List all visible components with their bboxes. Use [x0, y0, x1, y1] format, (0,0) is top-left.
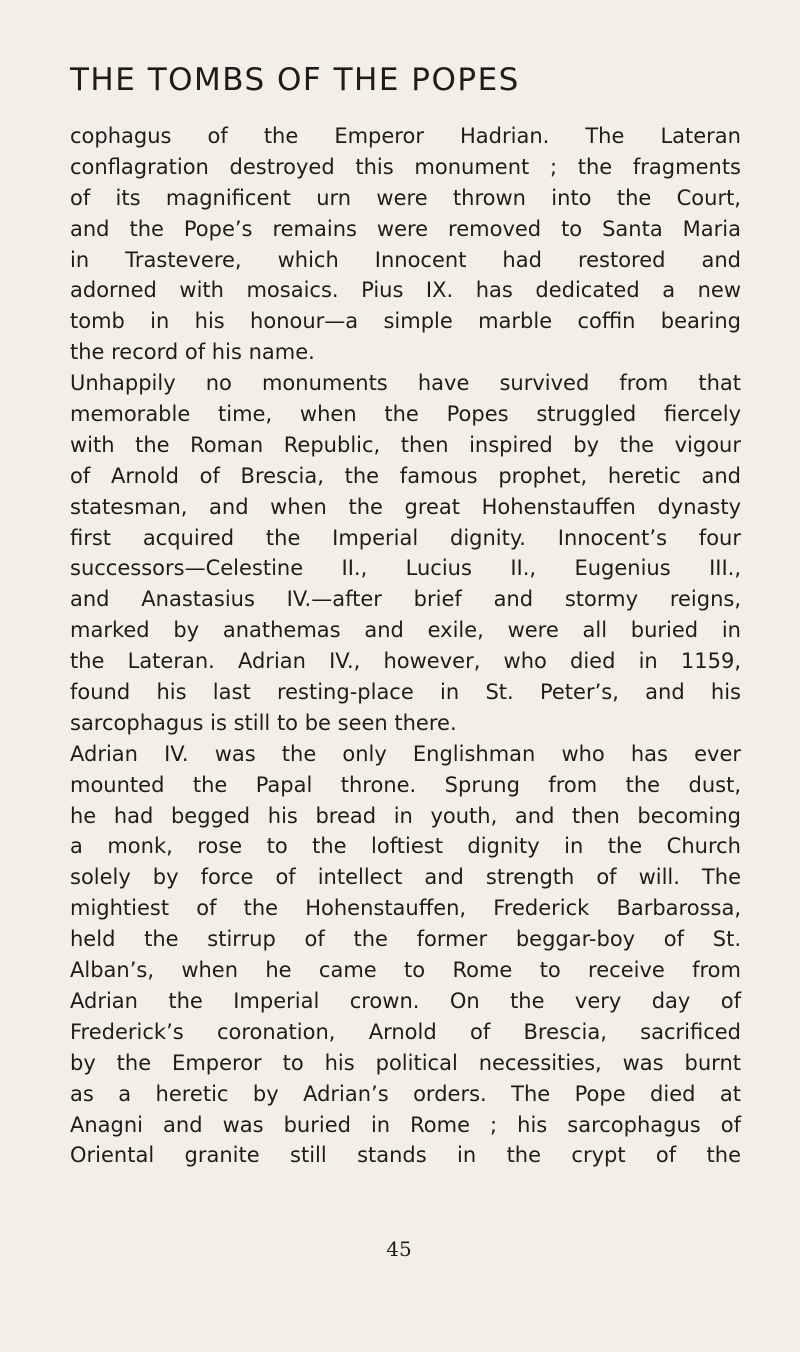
text-line: statesman, and when the great Hohenstauffen dynasty [70, 494, 741, 519]
text-line: Adrian IV. was the only Englishman who has ever [70, 741, 741, 766]
text-line: by the Emperor to his political necessities, was burnt [70, 1050, 741, 1075]
text-line: with the Roman Republic, then inspired by the vigour [70, 432, 741, 457]
text-line: a monk, rose to the loftiest dignity in the Church [70, 834, 741, 859]
text-line: first acquired the Imperial dignity. Innocent’s four [70, 525, 741, 550]
text-line: the record of his name. [70, 340, 315, 365]
text-line: sarcophagus is still to be seen there. [70, 710, 457, 735]
text-line: Alban’s, when he came to Rome to receive from [70, 958, 741, 983]
body-text [70, 121, 741, 1171]
text-line: held the stirrup of the former beggar-boy of St. [70, 927, 741, 952]
text-line: adorned with mosaics. Pius IX. has dedicated a new [70, 278, 741, 303]
page-number [0, 1237, 800, 1261]
text-line: conflagration destroyed this monument ; the fragments [70, 154, 741, 179]
text-line: tomb in his honour—a simple marble coffin bearing [70, 309, 741, 334]
text-line: he had begged his bread in youth, and then becoming [70, 803, 741, 828]
text-line: of its magnificent urn were thrown into the Court, [70, 185, 741, 210]
text-line: solely by force of intellect and strength of will. The [70, 865, 741, 890]
text-line: Adrian the Imperial crown. On the very day of [70, 988, 741, 1013]
text-line: cophagus of the Emperor Hadrian. The Lateran [70, 124, 741, 148]
running-head: THE TOMBS OF THE POPES [70, 62, 520, 98]
text-line: as a heretic by Adrian’s orders. The Pope died at [70, 1081, 741, 1106]
text-line: marked by anathemas and exile, were all buried in [70, 618, 741, 643]
text-line: and the Pope’s remains were removed to Santa Maria [70, 216, 741, 241]
page-number-text: 45 [386, 1237, 412, 1261]
text-line: mightiest of the Hohenstauffen, Frederick Barbarossa, [70, 896, 741, 921]
text-line: found his last resting-place in St. Peter’s, and his [70, 680, 741, 705]
text-line: Anagni and was buried in Rome ; his sarcophagus of [70, 1112, 741, 1137]
text-line: Frederick’s coronation, Arnold of Brescia, sacrificed [70, 1019, 741, 1044]
text-line: of Arnold of Brescia, the famous prophet, heretic and [70, 463, 741, 488]
text-line: Unhappily no monuments have survived from that [70, 371, 741, 396]
text-line: in Trastevere, which Innocent had restored and [70, 247, 741, 272]
text-line: the Lateran. Adrian IV., however, who died in 1159, [70, 649, 741, 674]
text-line: Oriental granite still stands in the crypt of the [70, 1143, 741, 1168]
text-line: mounted the Papal throne. Sprung from the dust, [70, 772, 741, 797]
text-line: and Anastasius IV.—after brief and stormy reigns, [70, 587, 741, 612]
text-line: memorable time, when the Popes struggled fiercely [70, 402, 741, 427]
text-line: successors—Celestine II., Lucius II., Eugenius III., [70, 556, 741, 581]
